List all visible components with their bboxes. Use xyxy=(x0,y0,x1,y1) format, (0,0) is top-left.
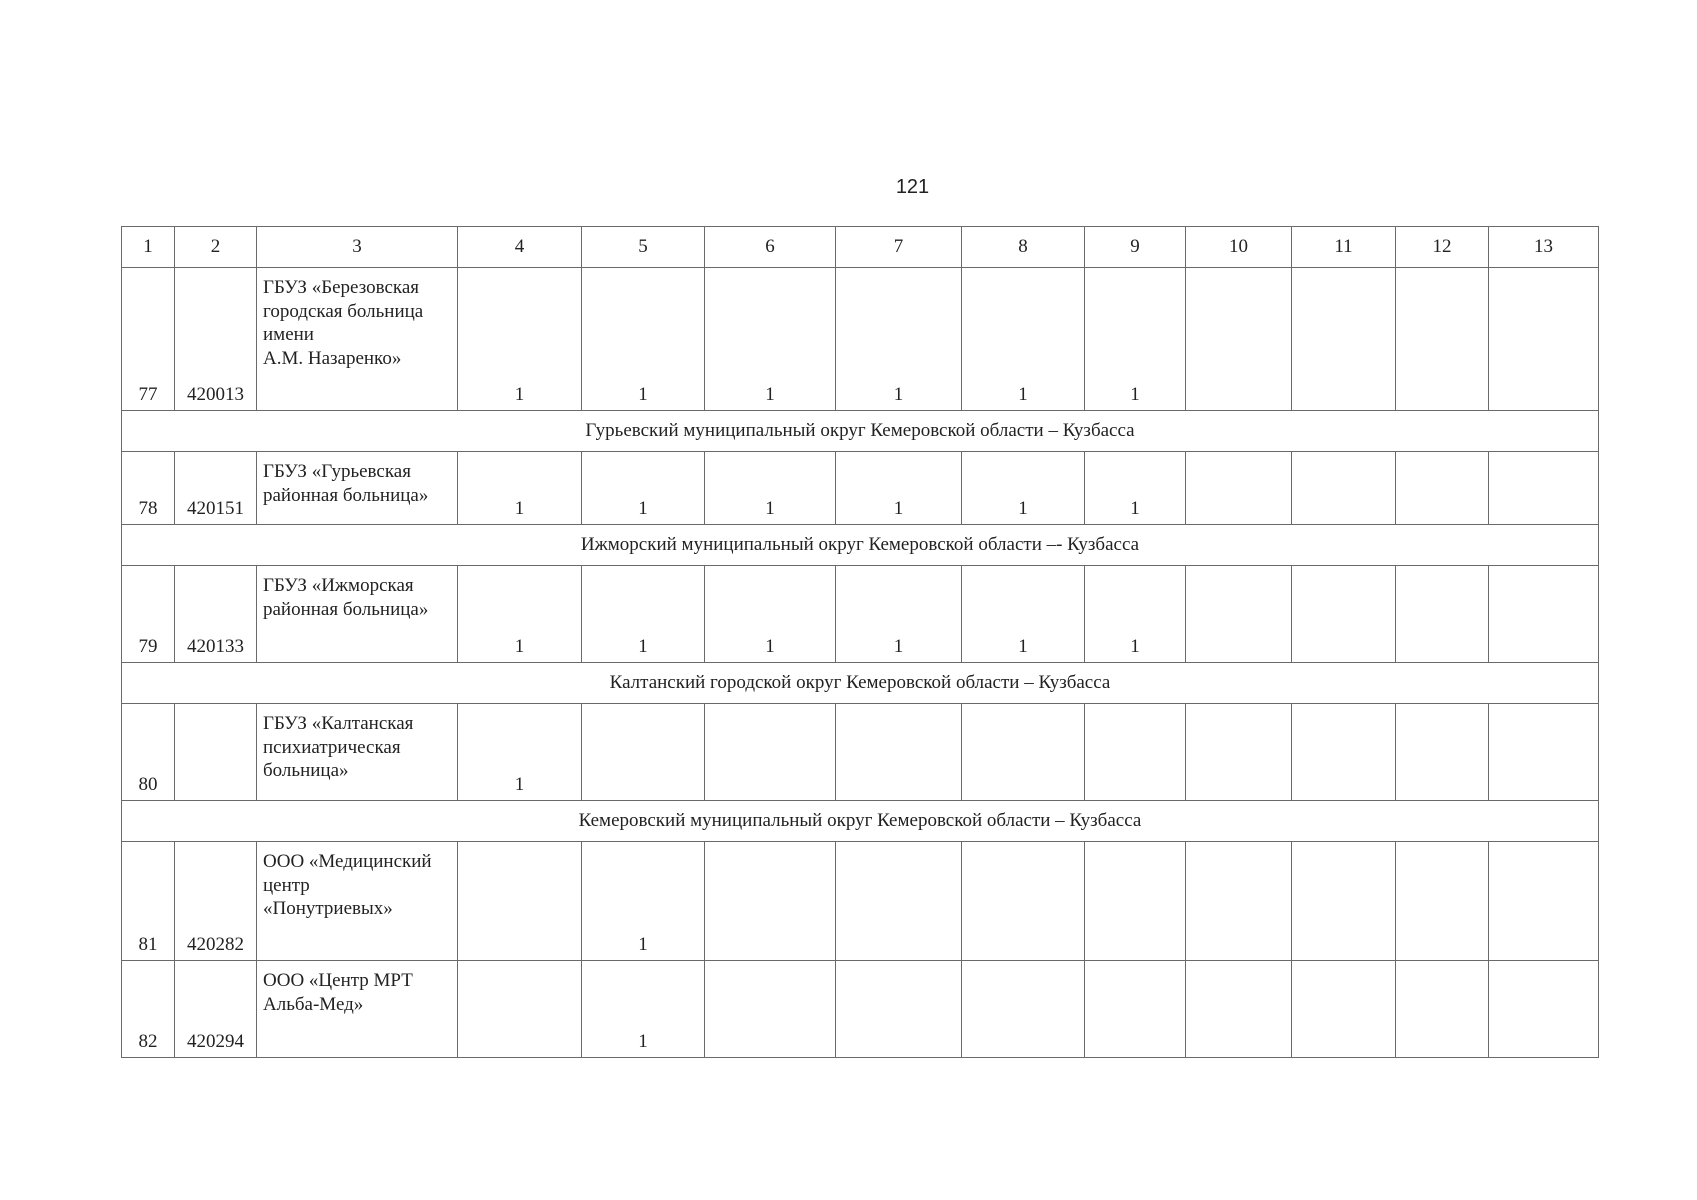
column-header: 7 xyxy=(836,227,962,268)
value-cell xyxy=(1085,961,1186,1058)
column-header: 9 xyxy=(1085,227,1186,268)
org-name xyxy=(257,566,458,663)
value-cell xyxy=(962,961,1085,1058)
value-cell xyxy=(1396,566,1489,663)
section-row xyxy=(122,411,1599,452)
table-row xyxy=(122,842,1599,961)
value-cell xyxy=(836,704,962,801)
header-row xyxy=(122,227,1599,268)
value-cell xyxy=(1292,452,1396,525)
org-name xyxy=(257,704,458,801)
org-name-line: районная больница» xyxy=(263,484,429,506)
org-name-line: ООО «Медицинский xyxy=(263,851,432,872)
org-name-line: районная больница» xyxy=(263,598,429,620)
value-cell xyxy=(1489,268,1599,411)
column-header: 13 xyxy=(1489,227,1599,268)
value-cell xyxy=(705,842,836,961)
value-cell: 1 xyxy=(1085,268,1186,411)
value-cell xyxy=(1489,961,1599,1058)
row-number: 80 xyxy=(122,704,175,801)
value-cell xyxy=(458,961,582,1058)
org-code: 420151 xyxy=(175,452,257,525)
value-cell: 1 xyxy=(1085,566,1186,663)
value-cell xyxy=(836,842,962,961)
org-name-line: ГБУЗ «Калтанская xyxy=(263,713,414,734)
column-header: 4 xyxy=(458,227,582,268)
value-cell xyxy=(1396,842,1489,961)
org-name-line: ГБУЗ «Гурьевская xyxy=(263,461,411,482)
column-header: 10 xyxy=(1186,227,1292,268)
value-cell: 1 xyxy=(458,268,582,411)
value-cell xyxy=(1186,268,1292,411)
column-header: 12 xyxy=(1396,227,1489,268)
table-row xyxy=(122,268,1599,411)
value-cell xyxy=(1489,566,1599,663)
row-number: 77 xyxy=(122,268,175,411)
row-number: 82 xyxy=(122,961,175,1058)
value-cell xyxy=(1396,704,1489,801)
value-cell: 1 xyxy=(582,566,705,663)
value-cell xyxy=(1489,704,1599,801)
value-cell xyxy=(1292,961,1396,1058)
value-cell xyxy=(705,961,836,1058)
value-cell xyxy=(705,704,836,801)
column-header: 11 xyxy=(1292,227,1396,268)
value-cell: 1 xyxy=(458,704,582,801)
org-code: 420133 xyxy=(175,566,257,663)
value-cell: 1 xyxy=(962,566,1085,663)
org-name-line: Альба-Мед» xyxy=(263,993,364,1015)
value-cell xyxy=(1396,452,1489,525)
value-cell xyxy=(962,842,1085,961)
section-row xyxy=(122,663,1599,704)
value-cell: 1 xyxy=(836,452,962,525)
column-header: 6 xyxy=(705,227,836,268)
org-name-line: «Понутриевых» xyxy=(263,898,393,919)
value-cell: 1 xyxy=(1085,452,1186,525)
column-header: 3 xyxy=(257,227,458,268)
row-number: 79 xyxy=(122,566,175,663)
value-cell: 1 xyxy=(962,268,1085,411)
value-cell xyxy=(1186,961,1292,1058)
value-cell xyxy=(582,704,705,801)
column-header: 8 xyxy=(962,227,1085,268)
value-cell: 1 xyxy=(705,566,836,663)
value-cell xyxy=(1085,842,1186,961)
value-cell: 1 xyxy=(705,268,836,411)
value-cell xyxy=(1186,704,1292,801)
value-cell xyxy=(962,704,1085,801)
org-name xyxy=(257,842,458,961)
org-name-line: ООО «Центр МРТ xyxy=(263,970,413,991)
value-cell: 1 xyxy=(458,452,582,525)
value-cell xyxy=(1292,842,1396,961)
value-cell: 1 xyxy=(836,566,962,663)
org-name-line: городская больница xyxy=(263,300,424,322)
column-header: 5 xyxy=(582,227,705,268)
value-cell xyxy=(1292,704,1396,801)
column-header: 1 xyxy=(122,227,175,268)
row-number: 78 xyxy=(122,452,175,525)
table-row xyxy=(122,961,1599,1058)
value-cell: 1 xyxy=(582,452,705,525)
section-title: Гурьевский муниципальный округ Кемеровской области – Кузбасса xyxy=(122,411,1599,452)
value-cell xyxy=(1489,452,1599,525)
value-cell: 1 xyxy=(458,566,582,663)
value-cell xyxy=(1186,566,1292,663)
value-cell: 1 xyxy=(962,452,1085,525)
value-cell xyxy=(1396,268,1489,411)
value-cell xyxy=(1085,704,1186,801)
data-table xyxy=(121,226,1599,1058)
value-cell: 1 xyxy=(836,268,962,411)
section-title: Кемеровский муниципальный округ Кемеровской области – Кузбасса xyxy=(122,801,1599,842)
value-cell: 1 xyxy=(582,268,705,411)
org-name-line: больница» xyxy=(263,760,349,781)
org-code: 420013 xyxy=(175,268,257,411)
org-name-line: А.М. Назаренко» xyxy=(263,347,402,369)
table-row xyxy=(122,704,1599,801)
org-code: 420294 xyxy=(175,961,257,1058)
org-name xyxy=(257,452,458,525)
value-cell xyxy=(1186,452,1292,525)
value-cell xyxy=(1396,961,1489,1058)
column-header: 2 xyxy=(175,227,257,268)
value-cell: 1 xyxy=(705,452,836,525)
section-row xyxy=(122,801,1599,842)
table-row xyxy=(122,452,1599,525)
value-cell: 1 xyxy=(582,961,705,1058)
value-cell xyxy=(1186,842,1292,961)
page-number: 121 xyxy=(895,176,930,198)
table-row xyxy=(122,566,1599,663)
value-cell xyxy=(1292,566,1396,663)
org-code: 420282 xyxy=(175,842,257,961)
value-cell: 1 xyxy=(582,842,705,961)
org-name xyxy=(257,961,458,1058)
org-name-line: ГБУЗ «Ижморская xyxy=(263,575,414,596)
org-name-line: центр xyxy=(263,874,310,896)
value-cell xyxy=(1489,842,1599,961)
org-code xyxy=(175,704,257,801)
org-name-line: ГБУЗ «Березовская xyxy=(263,277,420,298)
section-title: Ижморский муниципальный округ Кемеровской области –- Кузбасса xyxy=(122,525,1599,566)
section-title: Калтанский городской округ Кемеровской области – Кузбасса xyxy=(122,663,1599,704)
section-row xyxy=(122,525,1599,566)
org-name-line: психиатрическая xyxy=(263,736,401,758)
value-cell xyxy=(458,842,582,961)
table-body xyxy=(122,227,1599,1058)
value-cell xyxy=(1292,268,1396,411)
value-cell xyxy=(836,961,962,1058)
row-number: 81 xyxy=(122,842,175,961)
org-name-line: имени xyxy=(263,324,314,345)
org-name xyxy=(257,268,458,411)
